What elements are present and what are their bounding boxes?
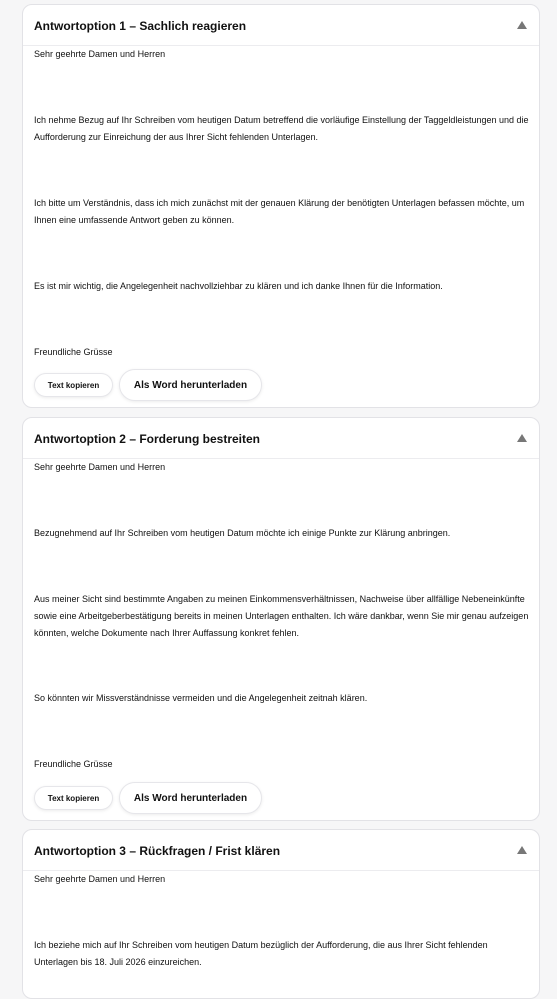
collapse-chevron-icon[interactable] bbox=[517, 846, 527, 854]
letter-paragraph: So könnten wir Missverständnisse vermeiden und die Angelegenheit zeitnah klären. bbox=[34, 693, 368, 703]
letter-paragraph: Ich bitte um Verständnis, dass ich mich zunächst mit der genauen Klärung der benötigten Unterlagen befassen möchte, um Ihnen eine umfassende Antwort geben zu können. bbox=[34, 198, 525, 225]
letter-paragraph: Bezugnehmend auf Ihr Schreiben vom heutigen Datum möchte ich einige Punkte zur Klärung anbringen. bbox=[34, 528, 451, 538]
option-card-3-header[interactable] bbox=[23, 830, 539, 871]
collapse-chevron-icon[interactable] bbox=[517, 434, 527, 442]
letter-salutation: Sehr geehrte Damen und Herren bbox=[34, 462, 166, 472]
letter-paragraph: Es ist mir wichtig, die Angelegenheit nachvollziehbar zu klären und ich danke Ihnen für die Information. bbox=[34, 281, 443, 291]
option-card-1-header[interactable] bbox=[23, 5, 539, 46]
option-card-1-title: Antwortoption 1 – Sachlich reagieren bbox=[34, 19, 247, 33]
letter-paragraph: Aus meiner Sicht sind bestimmte Angaben zu meinen Einkommensverhältnissen, Nachweise über allfällige Nebeneinkünfte sowie eine Arbeitgeberbestätigung bereits in meinen Unterlagen enthalten. Ich wäre dankbar, wenn Sie mir genau aufzeigen könnten, welche Dokumente nach Ihrer Auffassung konkret fehlen. bbox=[34, 594, 529, 638]
copy-text-button[interactable]: Text kopieren bbox=[34, 786, 113, 810]
download-word-button[interactable]: Als Word herunterladen bbox=[119, 369, 262, 401]
letter-salutation: Sehr geehrte Damen und Herren bbox=[34, 874, 166, 884]
option-card-2-header[interactable] bbox=[23, 418, 539, 459]
letter-closing: Freundliche Grüsse bbox=[34, 759, 113, 769]
copy-text-button[interactable]: Text kopieren bbox=[34, 373, 113, 397]
letter-paragraph: Ich nehme Bezug auf Ihr Schreiben vom heutigen Datum betreffend die vorläufige Einstellung der Taggeldleistungen und die Aufforderung zur Einreichung der aus Ihrer Sicht fehlenden Unterlagen. bbox=[34, 115, 529, 142]
option-card-3 bbox=[22, 829, 540, 999]
collapse-chevron-icon[interactable] bbox=[517, 21, 527, 29]
option-card-3-title: Antwortoption 3 – Rückfragen / Frist klären bbox=[34, 844, 281, 858]
download-word-button[interactable]: Als Word herunterladen bbox=[119, 782, 262, 814]
letter-closing: Freundliche Grüsse bbox=[34, 347, 113, 357]
letter-paragraph: Ich beziehe mich auf Ihr Schreiben vom heutigen Datum bezüglich der Aufforderung, die aus Ihrer Sicht fehlenden Unterlagen bis 18. Juli 2026 einzureichen. bbox=[34, 940, 488, 967]
option-card-2-title: Antwortoption 2 – Forderung bestreiten bbox=[34, 432, 261, 446]
option-card-1 bbox=[22, 4, 540, 408]
letter-salutation: Sehr geehrte Damen und Herren bbox=[34, 49, 166, 59]
option-card-2 bbox=[22, 417, 540, 821]
